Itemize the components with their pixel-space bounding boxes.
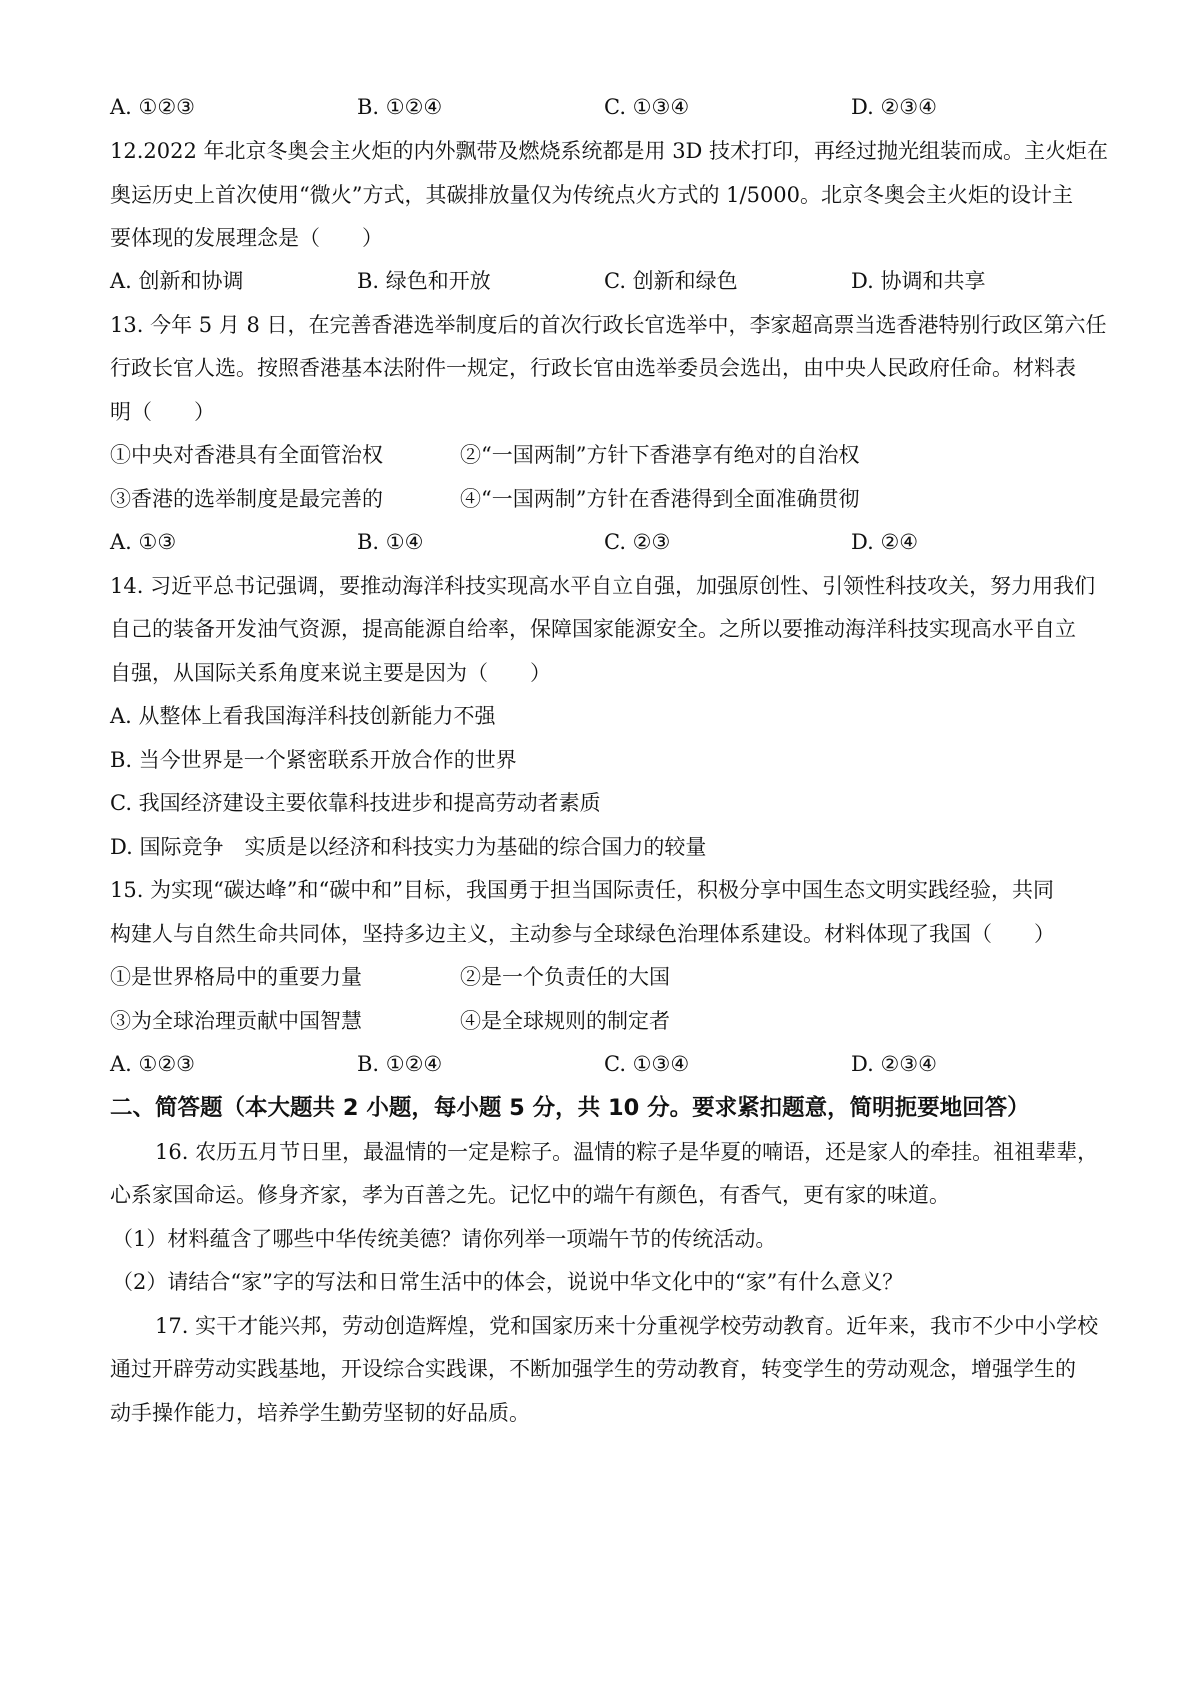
q14-text-line-2: 自己的装备开发油气资源，提高能源自给率，保障国家能源安全。之所以要推动海洋科技实现高水平自立 xyxy=(110,617,1076,641)
q15-option-d[interactable]: D. ②③④ xyxy=(851,1052,937,1076)
q11-option-d[interactable]: D. ②③④ xyxy=(851,95,937,119)
q13-statement-3: ③香港的选举制度是最完善的 xyxy=(110,487,383,511)
q11-option-c[interactable]: C. ①③④ xyxy=(604,95,690,119)
q17-text-line-3: 动手操作能力，培养学生勤劳坚韧的好品质。 xyxy=(110,1401,530,1425)
q14-option-b[interactable]: B. 当今世界是一个紧密联系开放合作的世界 xyxy=(110,748,517,772)
q17-text-line-1: 17. 实干才能兴邦，劳动创造辉煌，党和国家历来十分重视学校劳动教育。近年来，我市不少中小学校 xyxy=(155,1314,1099,1338)
q12-option-b[interactable]: B. 绿色和开放 xyxy=(357,269,491,293)
q13-option-a[interactable]: A. ①③ xyxy=(110,530,177,554)
q15-statement-2: ②是一个负责任的大国 xyxy=(460,965,670,989)
q15-statement-3: ③为全球治理贡献中国智慧 xyxy=(110,1009,362,1033)
q13-text-line-2: 行政长官人选。按照香港基本法附件一规定，行政长官由选举委员会选出，由中央人民政府任命。材料表 xyxy=(110,356,1076,380)
q12-option-a[interactable]: A. 创新和协调 xyxy=(110,269,244,293)
q15-option-b[interactable]: B. ①②④ xyxy=(357,1052,443,1076)
q15-statement-1: ①是世界格局中的重要力量 xyxy=(110,965,362,989)
q14-option-a[interactable]: A. 从整体上看我国海洋科技创新能力不强 xyxy=(110,704,496,728)
q11-option-a[interactable]: A. ①②③ xyxy=(110,95,195,119)
q14-option-d[interactable]: D. 国际竞争 实质是以经济和科技实力为基础的综合国力的较量 xyxy=(110,835,707,859)
q12-option-c[interactable]: C. 创新和绿色 xyxy=(604,269,738,293)
q16-text-line-2: 心系家国命运。修身齐家，孝为百善之先。记忆中的端午有颜色，有香气，更有家的味道。 xyxy=(110,1183,950,1207)
q12-option-d[interactable]: D. 协调和共享 xyxy=(851,269,986,293)
q13-option-d[interactable]: D. ②④ xyxy=(851,530,919,554)
q11-option-b[interactable]: B. ①②④ xyxy=(357,95,443,119)
q12-text-line-2: 奥运历史上首次使用“微火”方式，其碳排放量仅为传统点火方式的 1/5000。北京冬奥会主火炬的设计主 xyxy=(110,183,1074,207)
q15-text-line-1: 15. 为实现“碳达峰”和“碳中和”目标，我国勇于担当国际责任，积极分享中国生态文明实践经验，共同 xyxy=(110,878,1055,902)
q15-options xyxy=(110,1049,1100,1079)
section-2-heading: 二、简答题（本大题共 2 小题，每小题 5 分，共 10 分。要求紧扣题意，简明扼要地回答） xyxy=(110,1095,1030,1121)
q15-text-line-2: 构建人与自然生命共同体，坚持多边主义，主动参与全球绿色治理体系建设。材料体现了我国（ ） xyxy=(110,922,1055,946)
q16-subquestion-1: （1）材料蕴含了哪些中华传统美德？请你列举一项端午节的传统活动。 xyxy=(112,1227,777,1251)
q13-option-b[interactable]: B. ①④ xyxy=(357,530,424,554)
q13-options xyxy=(110,527,1100,557)
q13-statements-row-1 xyxy=(110,440,1100,470)
q14-option-c[interactable]: C. 我国经济建设主要依靠科技进步和提高劳动者素质 xyxy=(110,791,601,815)
q13-text-line-1: 13. 今年 5 月 8 日，在完善香港选举制度后的首次行政长官选举中，李家超高票当选香港特别行政区第六任 xyxy=(110,313,1107,337)
q15-statement-4: ④是全球规则的制定者 xyxy=(460,1009,670,1033)
q15-option-c[interactable]: C. ①③④ xyxy=(604,1052,690,1076)
q15-statements-row-1 xyxy=(110,962,1100,992)
q13-statement-2: ②“一国两制”方针下香港享有绝对的自治权 xyxy=(460,443,860,467)
q15-option-a[interactable]: A. ①②③ xyxy=(110,1052,195,1076)
q12-options xyxy=(110,266,1100,296)
q13-statements-row-2 xyxy=(110,484,1100,514)
q13-option-c[interactable]: C. ②③ xyxy=(604,530,671,554)
q13-statement-4: ④“一国两制”方针在香港得到全面准确贯彻 xyxy=(460,487,860,511)
q15-statements-row-2 xyxy=(110,1006,1100,1036)
q12-text-line-1: 12.2022 年北京冬奥会主火炬的内外飘带及燃烧系统都是用 3D 技术打印，再经过抛光组装而成。主火炬在 xyxy=(110,139,1109,163)
q11-options xyxy=(110,92,1100,122)
q13-text-line-3: 明（ ） xyxy=(110,400,215,424)
q17-text-line-2: 通过开辟劳动实践基地，开设综合实践课，不断加强学生的劳动教育，转变学生的劳动观念，增强学生的 xyxy=(110,1357,1076,1381)
q12-text-line-3: 要体现的发展理念是（ ） xyxy=(110,226,383,250)
q16-subquestion-2: （2）请结合“家”字的写法和日常生活中的体会，说说中华文化中的“家”有什么意义？ xyxy=(112,1270,904,1294)
q14-text-line-3: 自强，从国际关系角度来说主要是因为（ ） xyxy=(110,661,551,685)
q16-text-line-1: 16. 农历五月节日里，最温情的一定是粽子。温情的粽子是华夏的喃语，还是家人的牵挂。祖祖辈辈， xyxy=(155,1140,1099,1164)
q14-text-line-1: 14. 习近平总书记强调，要推动海洋科技实现高水平自立自强，加强原创性、引领性科技攻关，努力用我们 xyxy=(110,574,1096,598)
q13-statement-1: ①中央对香港具有全面管治权 xyxy=(110,443,383,467)
